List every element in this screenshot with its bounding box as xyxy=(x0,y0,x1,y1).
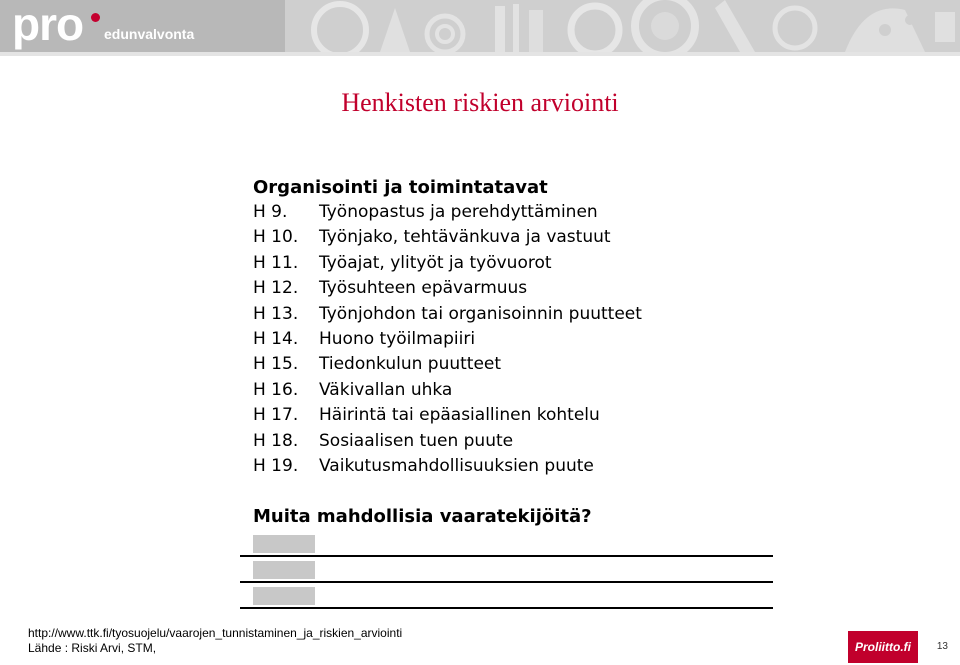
hazard-text: Työsuhteen epävarmuus xyxy=(319,278,528,299)
blank-code-box xyxy=(253,535,315,553)
blank-line xyxy=(240,555,773,557)
source-note: Lähde : Riski Arvi, STM, xyxy=(28,641,157,655)
list-item xyxy=(253,225,793,250)
hazard-text: Häirintä tai epäasiallinen kohtelu xyxy=(319,405,600,426)
hazard-text: Vaikutusmahdollisuuksien puute xyxy=(319,455,594,476)
hazard-text: Tiedonkulun puutteet xyxy=(319,354,502,375)
hazard-code: H 11. xyxy=(253,252,299,273)
list-item xyxy=(253,454,793,479)
hazard-text: Sosiaalisen tuen puute xyxy=(319,430,514,451)
page-title: Henkisten riskien arviointi xyxy=(341,88,619,117)
header-divider xyxy=(0,52,960,56)
hazard-code: H 13. xyxy=(253,303,299,324)
logo-dot xyxy=(91,13,100,22)
hazard-text: Työnjako, tehtävänkuva ja vastuut xyxy=(319,227,611,248)
brand-logo: Proliitto.fi xyxy=(848,631,918,663)
header-banner xyxy=(0,0,960,52)
hazard-text: Huono työilmapiiri xyxy=(319,328,476,349)
list-item xyxy=(253,327,793,352)
hazard-text: Työnopastus ja perehdyttäminen xyxy=(319,202,598,222)
list-item xyxy=(253,429,793,454)
list-item xyxy=(253,352,793,377)
source-url[interactable]: http://www.ttk.fi/tyosuojelu/vaarojen_tunnistaminen_ja_riskien_arviointi xyxy=(28,626,403,640)
list-item xyxy=(253,378,793,403)
hazard-code: H 16. xyxy=(253,379,299,400)
blank-entry-row xyxy=(240,533,773,557)
blank-code-box xyxy=(253,587,315,605)
hazard-code: H 12. xyxy=(253,278,299,299)
logo-text: pro xyxy=(12,0,84,50)
hazard-code: H 14. xyxy=(253,328,299,349)
section-heading: Organisointi ja toimintatavat xyxy=(253,177,548,198)
list-item xyxy=(253,302,793,327)
hazard-text: Väkivallan uhka xyxy=(319,379,453,400)
hazard-text: Työajat, ylityöt ja työvuorot xyxy=(319,252,552,273)
hazard-code: H 19. xyxy=(253,455,299,476)
hazard-code: H 15. xyxy=(253,354,299,375)
blank-line xyxy=(240,581,773,583)
list-item xyxy=(253,251,793,276)
hazard-text: Työnjohdon tai organisoinnin puutteet xyxy=(319,303,642,324)
blank-entry-row xyxy=(240,559,773,583)
blank-code-box xyxy=(253,561,315,579)
list-item xyxy=(253,200,793,225)
list-item xyxy=(253,403,793,428)
hazard-code: H 9. xyxy=(253,202,288,222)
hazard-code: H 17. xyxy=(253,405,299,426)
page-number: 13 xyxy=(936,641,948,652)
logo-area xyxy=(0,0,285,52)
list-item xyxy=(253,276,793,301)
other-hazards-heading: Muita mahdollisia vaaratekijöitä? xyxy=(253,506,592,527)
hazard-list xyxy=(253,175,793,479)
blank-line xyxy=(240,607,773,609)
logo-subtitle: edunvalvonta xyxy=(104,26,195,42)
hazard-code: H 10. xyxy=(253,227,299,248)
header-decoration-image xyxy=(285,0,960,52)
hazard-code: H 18. xyxy=(253,430,299,451)
blank-entry-row xyxy=(240,585,773,609)
